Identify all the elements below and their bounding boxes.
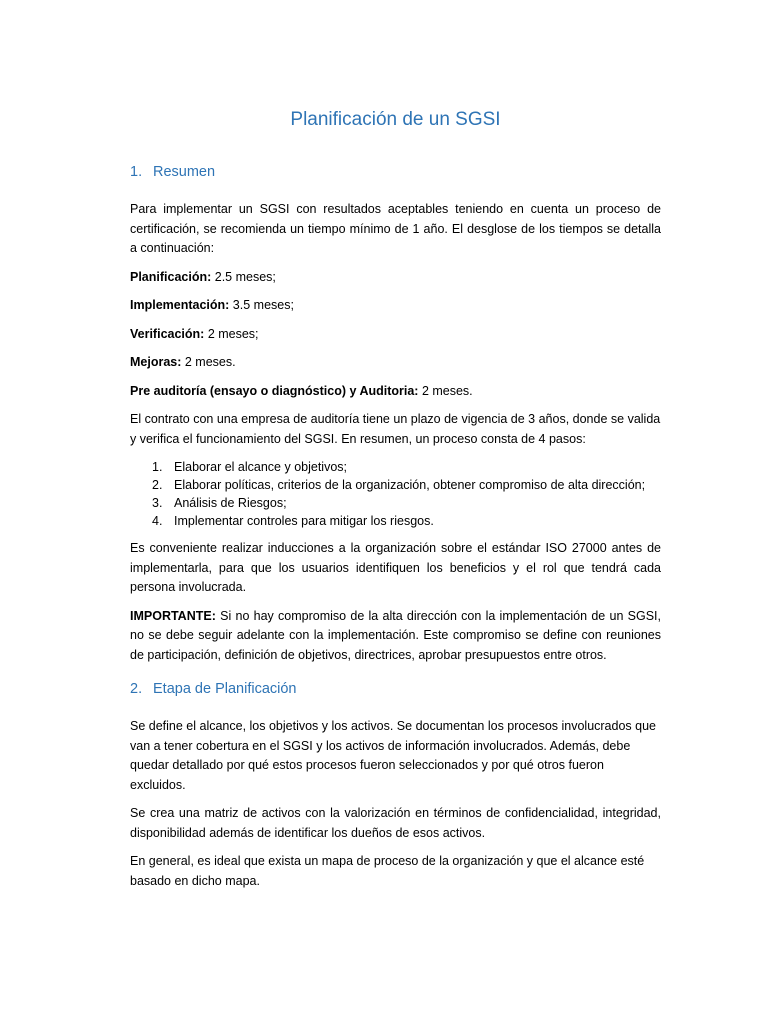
list-item-text: Elaborar políticas, criterios de la organización, obtener compromiso de alta dirección; [174, 478, 646, 492]
phase-line-implementacion [130, 296, 661, 316]
section-heading-etapa [130, 679, 661, 699]
phase-value: 2.5 meses; [211, 269, 276, 284]
intro-paragraph: Para implementar un SGSI con resultados aceptables teniendo en cuenta un proceso de certificación, se recomienda un tiempo mínimo de 1 año. El desglose de los tiempos se detalla a continuación: [130, 202, 661, 255]
phase-value: 2 meses. [418, 383, 473, 398]
phase-line-auditoria [130, 382, 661, 402]
induction-paragraph: Es conveniente realizar inducciones a la organización sobre el estándar ISO 27000 antes de implementarla, para que los usuarios identifiquen los beneficios y el rol que tendrá cada persona involucrada. [130, 541, 661, 594]
section-title: Resumen [153, 164, 216, 180]
document-title: Planificación de un SGSI [290, 109, 501, 130]
list-item [130, 512, 661, 530]
list-item-number: 4. [152, 514, 163, 528]
section-number: 1. [130, 164, 143, 180]
section-heading-resumen [130, 162, 661, 182]
phase-line-mejoras [130, 353, 661, 373]
list-item-text: Implementar controles para mitigar los riesgos. [174, 514, 434, 528]
phase-line-planificacion [130, 268, 661, 288]
list-item-number: 1. [152, 460, 163, 474]
phase-value: 2 meses; [204, 326, 259, 341]
important-text: Si no hay compromiso de la alta dirección con la implementación de un SGSI, no se debe seguir adelante con la implementación. Este compromiso se define con reuniones de participación, definición de objetivos, directrices, aprobar presupuestos entre otros. [130, 608, 661, 662]
phase-label: Planificación: [130, 269, 212, 284]
contract-paragraph: El contrato con una empresa de auditoría tiene un plazo de vigencia de 3 años, donde se valida y verifica el funcionamiento del SGSI. En resumen, un proceso consta de 4 pasos: [130, 412, 661, 446]
list-item-text: Elaborar el alcance y objetivos; [174, 460, 348, 474]
phase-label: Verificación: [130, 326, 205, 341]
phase-label: Mejoras: [130, 355, 182, 369]
list-item [130, 476, 661, 494]
section-title: Etapa de Planificación [153, 681, 297, 697]
important-paragraph [130, 607, 661, 666]
list-item-text: Análisis de Riesgos; [174, 496, 287, 510]
list-item [130, 458, 661, 476]
phase-value: 2 meses. [181, 355, 236, 369]
list-item [130, 494, 661, 512]
list-item-number: 3. [152, 496, 163, 510]
steps-list [130, 458, 661, 530]
phase-label: Implementación: [130, 298, 230, 312]
phase-line-verificacion [130, 325, 661, 345]
phase-label: Pre auditoría (ensayo o diagnóstico) y Auditoria: [130, 383, 419, 398]
scope-paragraph: Se define el alcance, los objetivos y los activos. Se documentan los procesos involucrados que van a tener cobertura en el SGSI y los activos de información involucrados. Además, debe quedar detallado por qué estos procesos fueron seleccionados y por qué otros fueron excluidos. [130, 719, 656, 792]
list-item-number: 2. [152, 478, 163, 492]
process-map-paragraph: En general, es ideal que exista un mapa de proceso de la organización y que el alcance esté basado en dicho mapa. [130, 854, 645, 888]
section-number: 2. [130, 681, 143, 697]
matrix-paragraph: Se crea una matriz de activos con la valorización en términos de confidencialidad, integridad, disponibilidad además de identificar los dueños de esos activos. [130, 806, 661, 840]
phase-value: 3.5 meses; [229, 298, 294, 312]
important-label: IMPORTANTE: [130, 608, 216, 623]
